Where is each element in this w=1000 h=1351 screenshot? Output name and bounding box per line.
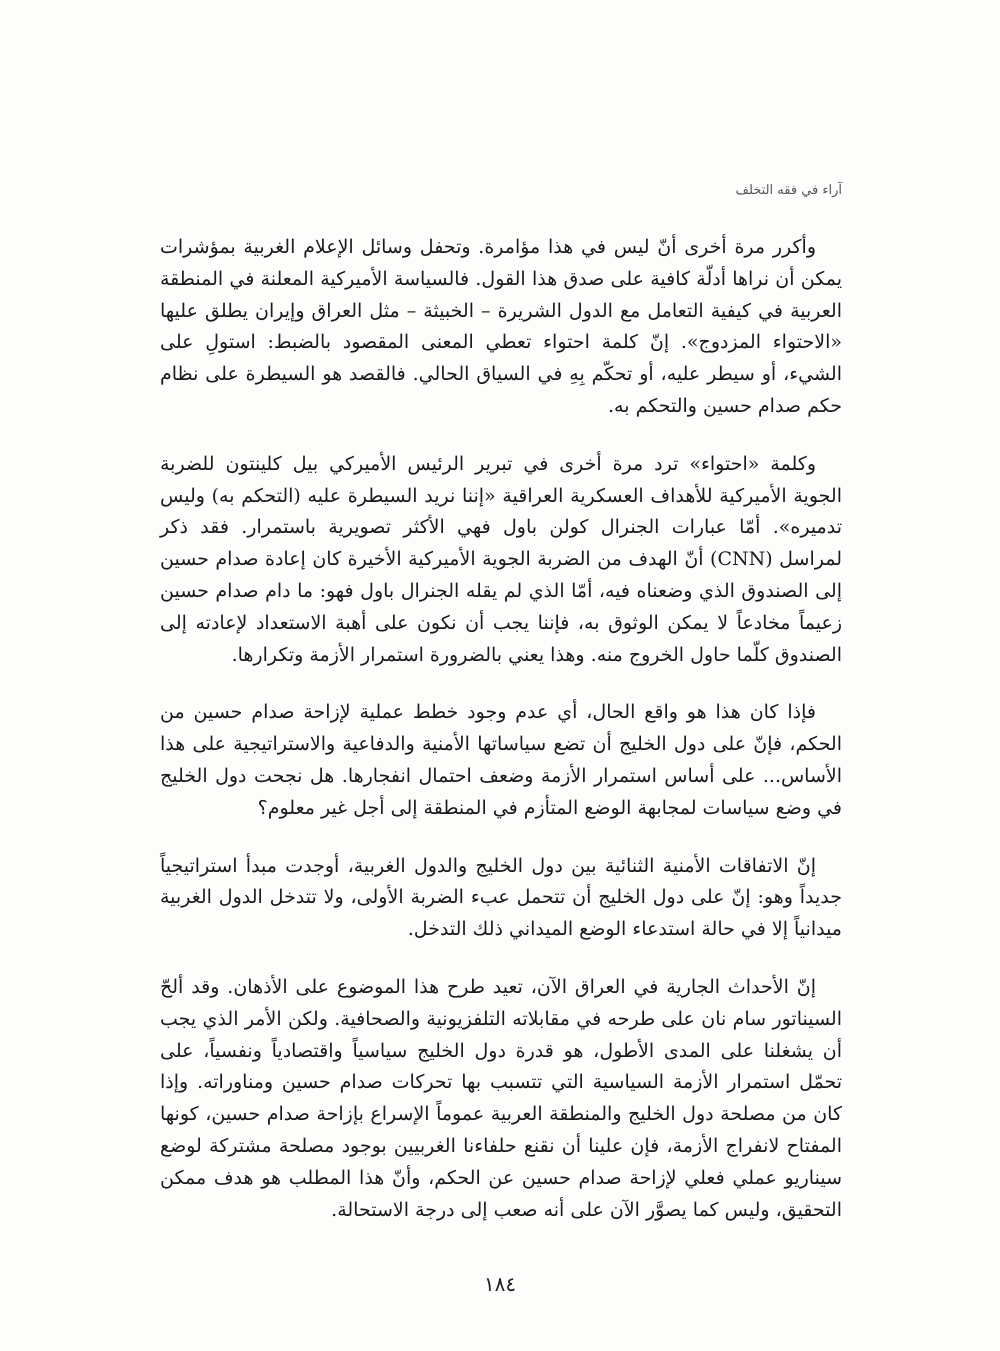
- page-number: ١٨٤: [483, 1272, 517, 1296]
- paragraph-4: إنّ الاتفاقات الأمنية الثنائية بين دول الخليج والدول الغربية، أوجدت مبدأ استراتيجياً جديداً وهو: إنّ على دول الخليج أن تتحمل عبء الضربة الأولى، ولا تتدخل الدول الغربية ميدانياً إلا في حالة استدعاء الوضع الميداني ذلك التدخل.: [160, 854, 842, 941]
- paragraph-1: وأكرر مرة أخرى أنّ ليس في هذا مؤامرة. وتحفل وسائل الإعلام الغربية بمؤشرات يمكن أن نراها أدلّة كافية على صدق هذا القول. فالسياسة الأميركية المعلنة في المنطقة العربية في كيفية التعامل مع الدول الشريرة – الخبيثة – مثل العراق وإيران يطلق عليها «الاحتواء المزدوج». إنّ كلمة احتواء تعطي المعنى المقصود بالضبط: استولِ على الشيء، أو سيطر عليه، أو تحكّم بِهِ في السياق الحالي. فالقصد هو السيطرة على نظام حكم صدام حسين والتحكم به.: [160, 236, 842, 417]
- running-header: آراء في فقه التخلف: [735, 183, 842, 198]
- paragraph-2: وكلمة «احتواء» ترد مرة أخرى في تبرير الرئيس الأميركي بيل كلينتون للضربة الجوية الأميركية للأهداف العسكرية العراقية «إننا نريد السيطرة عليه (التحكم به) وليس تدميره». أمّا عبارات الجنرال كولن باول فهي الأكثر تصويرية باستمرار. فقد ذكر لمراسل (CNN) أنّ الهدف من الضربة الجوية الأميركية الأخيرة كان إعادة صدام حسين إلى الصندوق الذي وضعناه فيه، أمّا الذي لم يقله الجنرال باول فهو: ما دام صدام حسين زعيماً مخادعاً لا يمكن الوثوق به، فإننا يجب أن نكون على أهبة الاستعداد لإعادته إلى الصندوق كلّما حاول الخروج منه. وهذا يعني بالضرورة استمرار الأزمة وتكرارها.: [160, 452, 842, 666]
- paragraph-5: إنّ الأحداث الجارية في العراق الآن، تعيد طرح هذا الموضوع على الأذهان. وقد ألحّ السيناتور سام نان على طرحه في مقابلاته التلفزيونية والصحافية. ولكن الأمر الذي يجب أن يشغلنا على المدى الأطول، هو قدرة دول الخليج سياسياً واقتصادياً ونفسياً، على تحمّل استمرار الأزمة السياسية التي تتسبب بها تحركات صدام حسين ومناوراته. وإذا كان من مصلحة دول الخليج والمنطقة العربية عموماً الإسراع بإزاحة صدام حسين، كونها المفتاح لانفراج الأزمة، فإن علينا أن نقنع حلفاءنا الغربيين بوجود مصلحة مشتركة لوضع سيناريو عملي فعلي لإزاحة صدام حسين عن الحكم، وأنّ هذا المطلب هو هدف ممكن التحقيق، وليس كما يصوَّر الآن على أنه صعب إلى درجة الاستحالة.: [160, 975, 842, 1221]
- body-text: [160, 232, 842, 1252]
- paragraph-3: فإذا كان هذا هو واقع الحال، أي عدم وجود خطط عملية لإزاحة صدام حسين من الحكم، فإنّ على دول الخليج أن تضع سياساتها الأمنية والدفاعية والاستراتيجية على هذا الأساس... على أساس استمرار الأزمة وضعف احتمال انفجارها. هل نجحت دول الخليج في وضع سياسات لمجابهة الوضع المتأزم في المنطقة إلى أجل غير معلوم؟: [160, 701, 842, 819]
